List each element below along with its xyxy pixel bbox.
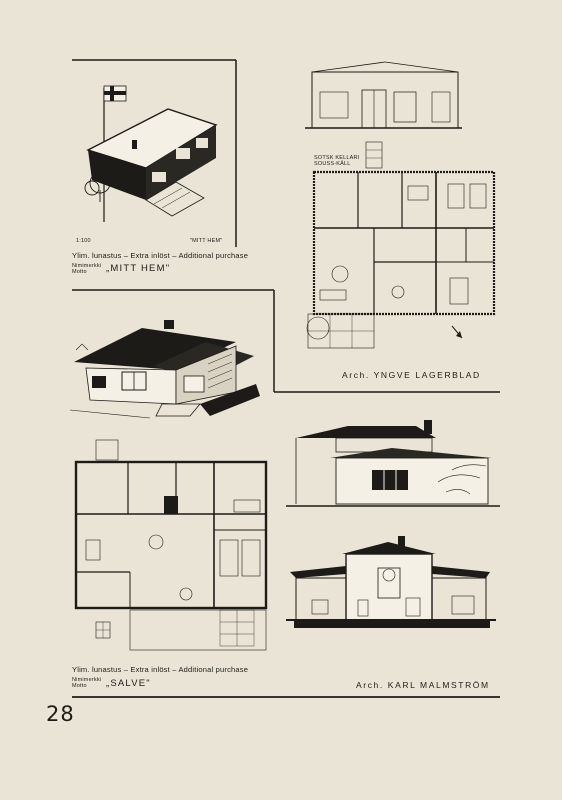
page-number: 28 xyxy=(46,702,75,726)
extra-purchase-note-2: Ylim. lunastus – Extra inlöst – Additional purchase xyxy=(72,665,249,674)
plan-note: SOTSK KELLARI SOUSS-KÄLL xyxy=(314,155,360,167)
extra-purchase-note-1: Ylim. lunastus – Extra inlöst – Additional purchase xyxy=(72,251,249,260)
motto-salve: „SALVE" xyxy=(106,678,151,689)
motto-label-1b: Motto xyxy=(72,269,87,275)
scale-label: 1:100 xyxy=(76,238,91,244)
architect-malmstrom: Arch. KARL MALMSTRÖM xyxy=(356,680,490,690)
motto-label-1a: Nimimerkki xyxy=(72,263,102,269)
architect-lagerblad: Arch. YNGVE LAGERBLAD xyxy=(342,370,481,380)
motto-label-2b: Motto xyxy=(72,683,87,689)
motto-label-2a: Nimimerkki xyxy=(72,677,102,683)
sketch-caption: "MITT HEM" xyxy=(190,238,223,244)
motto-mitt-hem: „MITT HEM" xyxy=(106,263,171,274)
